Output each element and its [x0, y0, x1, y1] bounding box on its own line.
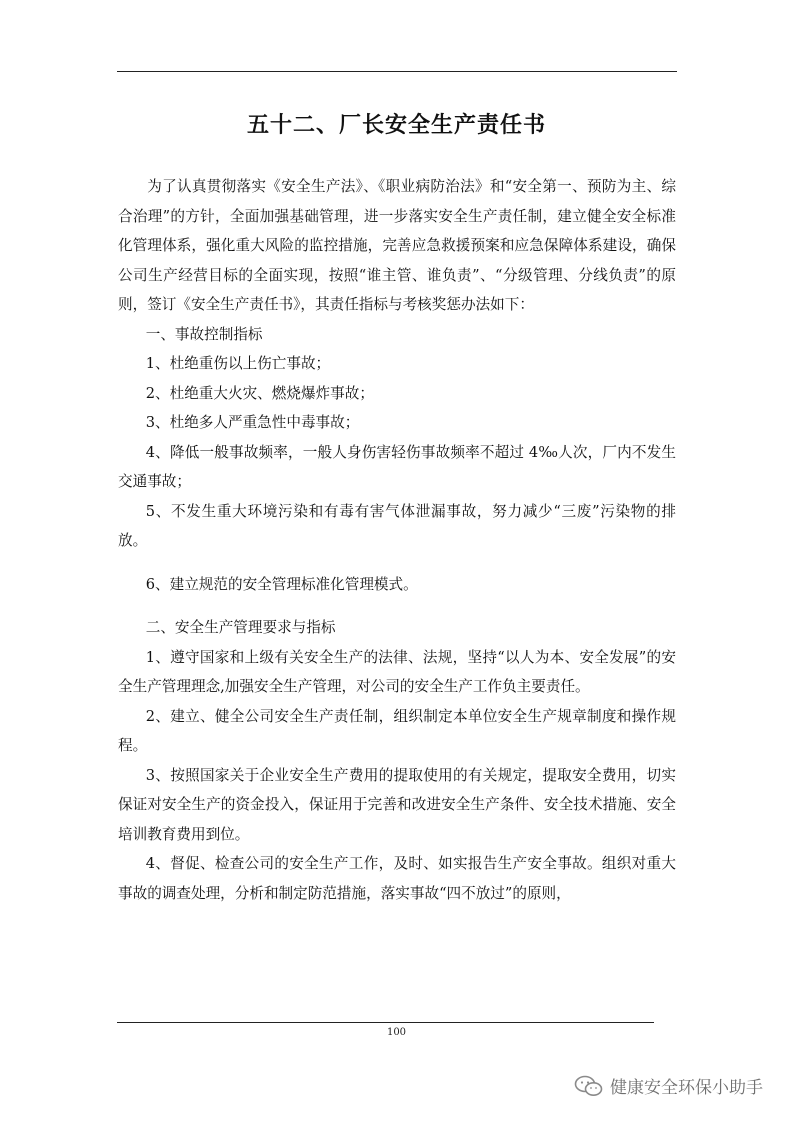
list-item: 3、按照国家关于企业安全生产费用的提取使用的有关规定，提取安全费用，切实保证对安全生产的资金投入，保证用于完善和改进安全生产条件、安全技术措施、安全培训教育费用到位。	[118, 766, 676, 843]
list-item: 3、杜绝多人严重急性中毒事故；	[145, 414, 360, 431]
footer-rule	[117, 1022, 654, 1023]
wechat-icon	[574, 1074, 604, 1098]
section-heading: 二、安全生产管理要求与指标	[145, 619, 336, 636]
document-body	[118, 172, 676, 908]
watermark-text: 健康安全环保小助手	[610, 1078, 763, 1098]
page-number: 100	[386, 1027, 407, 1038]
document-title: 五十二、厂长安全生产责任书	[246, 113, 546, 138]
list-item: 6、建立规范的安全管理标准化管理模式。	[145, 575, 418, 593]
list-item: 4、降低一般事故频率，一般人身伤害轻伤事故频率不超过 4‰人次，厂内不发生交通事故；	[118, 443, 676, 490]
watermark	[574, 1073, 763, 1098]
header-rule	[117, 71, 677, 72]
list-item: 1、杜绝重伤以上伤亡事故；	[145, 355, 331, 372]
list-item: 1、遵守国家和上级有关安全生产的法律、法规，坚持“以人为本、安全发展”的安全生产管理理念,加强安全生产管理，对公司的安全生产工作负主要责任。	[118, 648, 676, 695]
paragraph-intro: 为了认真贯彻落实《安全生产法》、《职业病防治法》和“安全第一、预防为主、综合治理”的方针，全面加强基础管理，进一步落实安全生产责任制，建立健全安全标准化管理体系，强化重大风险的监控措施，完善应急救援预案和应急保障体系建设，确保公司生产经营目标的全面实现，按照“谁主管、谁负责”、“分级管理、分线负责”的原则，签订《安全生产责任书》，其责任指标与考核奖惩办法如下：	[118, 178, 676, 313]
list-item: 5、不发生重大环境污染和有毒有害气体泄漏事故，努力减少“三废”污染物的排放。	[118, 502, 676, 549]
list-item: 4、督促、检查公司的安全生产工作，及时、如实报告生产安全事故。组织对重大事故的调查处理，分析和制定防范措施，落实事故“四不放过”的原则，	[118, 855, 676, 902]
list-item: 2、建立、健全公司安全生产责任制，组织制定本单位安全生产规章制度和操作规程。	[118, 707, 676, 754]
list-item: 2、杜绝重大火灾、燃烧爆炸事故；	[145, 384, 374, 402]
section-heading: 一、事故控制指标	[145, 325, 263, 343]
